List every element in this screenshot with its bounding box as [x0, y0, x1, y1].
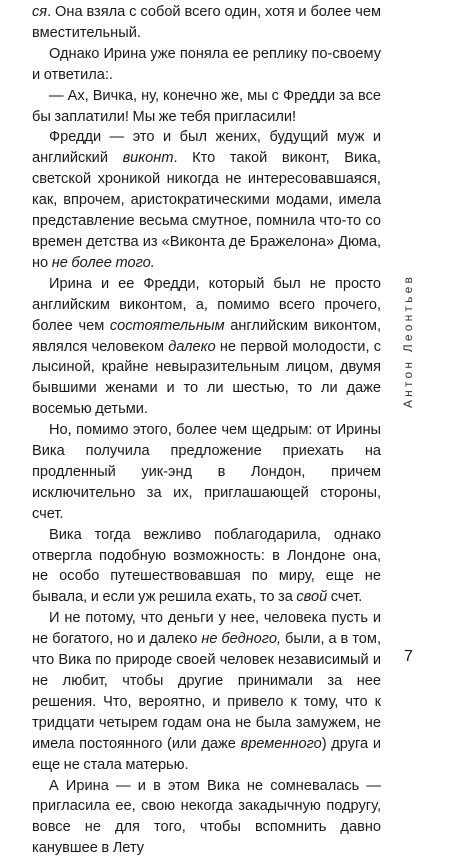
italic-run: не бедного,: [201, 631, 281, 648]
italic-run: ся: [32, 4, 48, 20]
running-head: [396, 256, 420, 426]
paragraph: — Ах, Вичка, ну, конечно же, мы с Фредди за все бы заплатили! Мы же тебя пригласили!: [32, 87, 381, 125]
body-text: [32, 2, 381, 859]
paragraph: Вика тогда вежливо поблагодарила, однако отвергла подобную возможность: в Лондоне она, не особо путешествовавшая по миру, еще не бывала, и если уж решила ехать, то за свой счет.: [32, 526, 381, 606]
paragraph: Но, помимо этого, более чем щедрым: от Ирины Вика получила предложение приехать на продленный уик-энд в Лондон, причем исключительно за их, приглашающей стороны, счет.: [32, 422, 381, 522]
paragraph: Фредди — это и был жених, будущий муж и английский виконт. Кто такой виконт, Вика, светской хроникой никогда не интересовавшаяся, как, впрочем, аристократическими модами, имела представление весьма смутное, помнила что-то со времен детства из «Виконта де Бражелона» Дюма, но не более того.: [32, 129, 381, 271]
page-number: 7: [404, 648, 413, 665]
paragraph: А Ирина — и в этом Вика не сомневалась — пригласила ее, свою некогда закадычную подругу, вовсе не для того, чтобы вспомнить давно канувшее в Лету: [32, 777, 381, 857]
italic-run: состоятельным: [109, 317, 225, 334]
italic-run: виконт: [122, 150, 174, 167]
paragraph: И не потому, что деньги у нее, человека пусть и не богатого, но и далеко не бедного, были, а в том, что Вика по природе своей человек независимый и не любит, чтобы другие принимали за нее решения. Что, вероятно, и привело к тому, что к тридцати четырем годам она не была замужем, не имела постоянного (или даже временного) друга и еще не стала матерью.: [32, 610, 381, 773]
italic-run: далеко: [168, 338, 216, 355]
author-name: Антон Леонтьев: [401, 273, 416, 409]
italic-run: свой: [296, 589, 328, 606]
paragraph: ся. Она взяла с собой всего один, хотя и более чем вместительный.: [32, 4, 381, 41]
italic-run: временного: [240, 735, 322, 752]
paragraph: Однако Ирина уже поняла ее реплику по-своему и ответила:.: [32, 45, 381, 83]
italic-run: не более того.: [51, 254, 155, 271]
paragraph: Ирина и ее Фредди, который был не просто английским виконтом, а, помимо всего прочего, более чем состоятельным английским виконтом, являлся человеком далеко не первой молодости, с лысиной, крайне невыразительным лицом, двумя бывшими женами и то ли шестью, то ли даже восемью детьми.: [32, 275, 382, 418]
